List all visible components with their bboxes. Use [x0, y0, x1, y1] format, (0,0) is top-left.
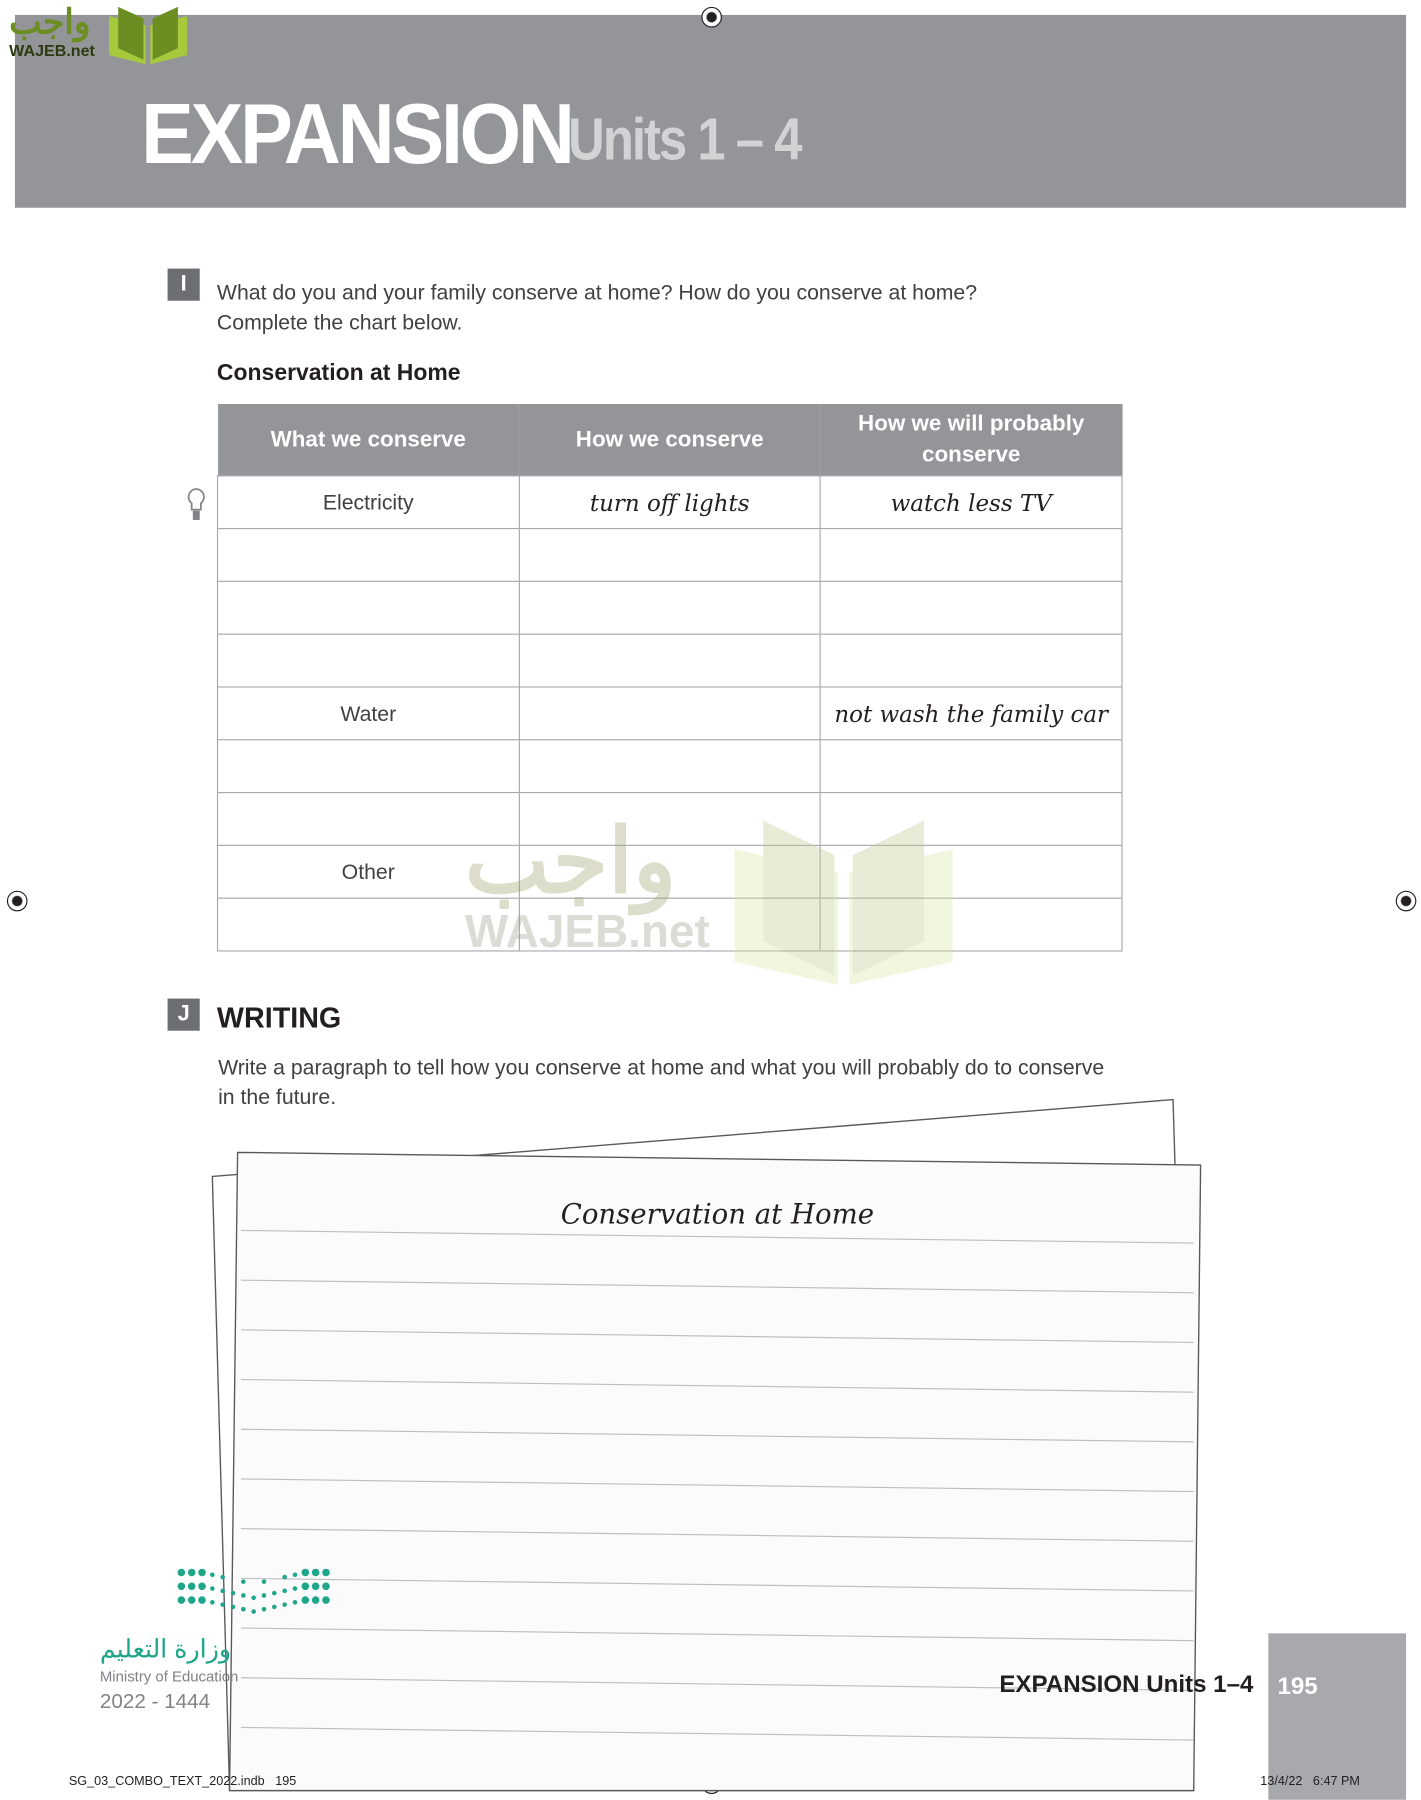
logo-dot: [198, 1582, 206, 1590]
table-cell[interactable]: Electricity: [218, 476, 519, 529]
slug-file: SG_03_COMBO_TEXT_2022.indb 195: [68, 1774, 297, 1789]
ministry-logo-icon: [172, 1563, 338, 1623]
section-j-badge: J: [168, 999, 200, 1031]
logo-dot: [312, 1569, 320, 1577]
logo-dot: [312, 1582, 320, 1590]
logo-dot: [312, 1596, 320, 1604]
watermark-latin: WAJEB.net: [464, 906, 710, 958]
logo-dot: [241, 1579, 246, 1584]
section-i-badge: I: [168, 269, 200, 301]
logo-dot: [188, 1596, 196, 1604]
ministry-english: Ministry of Education: [99, 1667, 239, 1685]
logo-latin: WAJEB.net: [9, 41, 95, 60]
page-subtitle: Units 1 – 4: [568, 106, 801, 174]
table-cell[interactable]: Other: [218, 845, 519, 898]
page-number: 195: [1277, 1673, 1318, 1700]
logo-dot: [302, 1569, 310, 1577]
logo-dot: [198, 1569, 206, 1577]
column-header: What we conserve: [218, 404, 519, 476]
logo-dot: [198, 1596, 206, 1604]
instruction-line: in the future.: [218, 1084, 337, 1109]
table-cell[interactable]: not wash the family car: [820, 687, 1122, 740]
logo-dot: [178, 1569, 186, 1577]
logo-dot: [293, 1586, 298, 1591]
logo-dot: [220, 1589, 225, 1594]
column-header: How we conserve: [519, 404, 820, 476]
logo-dot: [220, 1602, 225, 1607]
logo-dot: [282, 1589, 287, 1594]
paper-title: Conservation at Home: [560, 1198, 874, 1231]
logo-dot: [241, 1607, 246, 1612]
logo-dot: [210, 1586, 215, 1591]
logo-dot: [272, 1591, 277, 1596]
logo-dot: [241, 1593, 246, 1598]
logo-dot: [251, 1595, 256, 1600]
logo-dot: [262, 1593, 267, 1598]
ministry-year: 2022 - 1444: [99, 1689, 211, 1713]
table-cell[interactable]: turn off lights: [519, 476, 820, 529]
logo-arabic: واجب: [9, 3, 91, 42]
instruction-line: Complete the chart below.: [216, 309, 463, 335]
logo-dot: [231, 1591, 236, 1596]
table-cell[interactable]: watch less TV: [820, 476, 1122, 529]
logo-dot: [322, 1596, 330, 1604]
logo-dot: [282, 1602, 287, 1607]
ministry-arabic: وزارة التعليم: [99, 1634, 232, 1664]
table-cell[interactable]: Water: [218, 687, 519, 740]
logo-dot: [251, 1609, 256, 1614]
logo-dot: [272, 1605, 277, 1610]
logo-dot: [188, 1582, 196, 1590]
logo-dot: [322, 1569, 330, 1577]
slug-date: 13/4/22 6:47 PM: [1260, 1774, 1360, 1789]
watermark-arabic: واجب: [464, 810, 677, 912]
logo-dot: [231, 1605, 236, 1610]
logo-dot: [210, 1572, 215, 1577]
logo-dot: [322, 1582, 330, 1590]
logo-dot: [302, 1596, 310, 1604]
writing-heading: WRITING: [216, 1002, 342, 1035]
page-title: EXPANSION: [141, 86, 572, 182]
logo-dot: [293, 1572, 298, 1577]
logo-dot: [282, 1575, 287, 1580]
logo-dot: [293, 1600, 298, 1605]
logo-dot: [188, 1569, 196, 1577]
chart-title: Conservation at Home: [216, 360, 461, 386]
logo-dot: [262, 1607, 267, 1612]
logo-dot: [262, 1579, 267, 1584]
logo-dot: [302, 1582, 310, 1590]
logo-dot: [220, 1575, 225, 1580]
instruction-line: Write a paragraph to tell how you conserve at home and what you will probably do to conserve: [218, 1054, 1105, 1079]
column-header: How we will probably conserve: [820, 404, 1122, 476]
logo-dot: [178, 1582, 186, 1590]
logo-dot: [178, 1596, 186, 1604]
instruction-line: What do you and your family conserve at home? How do you conserve at home?: [216, 280, 978, 305]
logo-dot: [210, 1600, 215, 1605]
running-title: EXPANSION Units 1–4: [999, 1671, 1254, 1698]
